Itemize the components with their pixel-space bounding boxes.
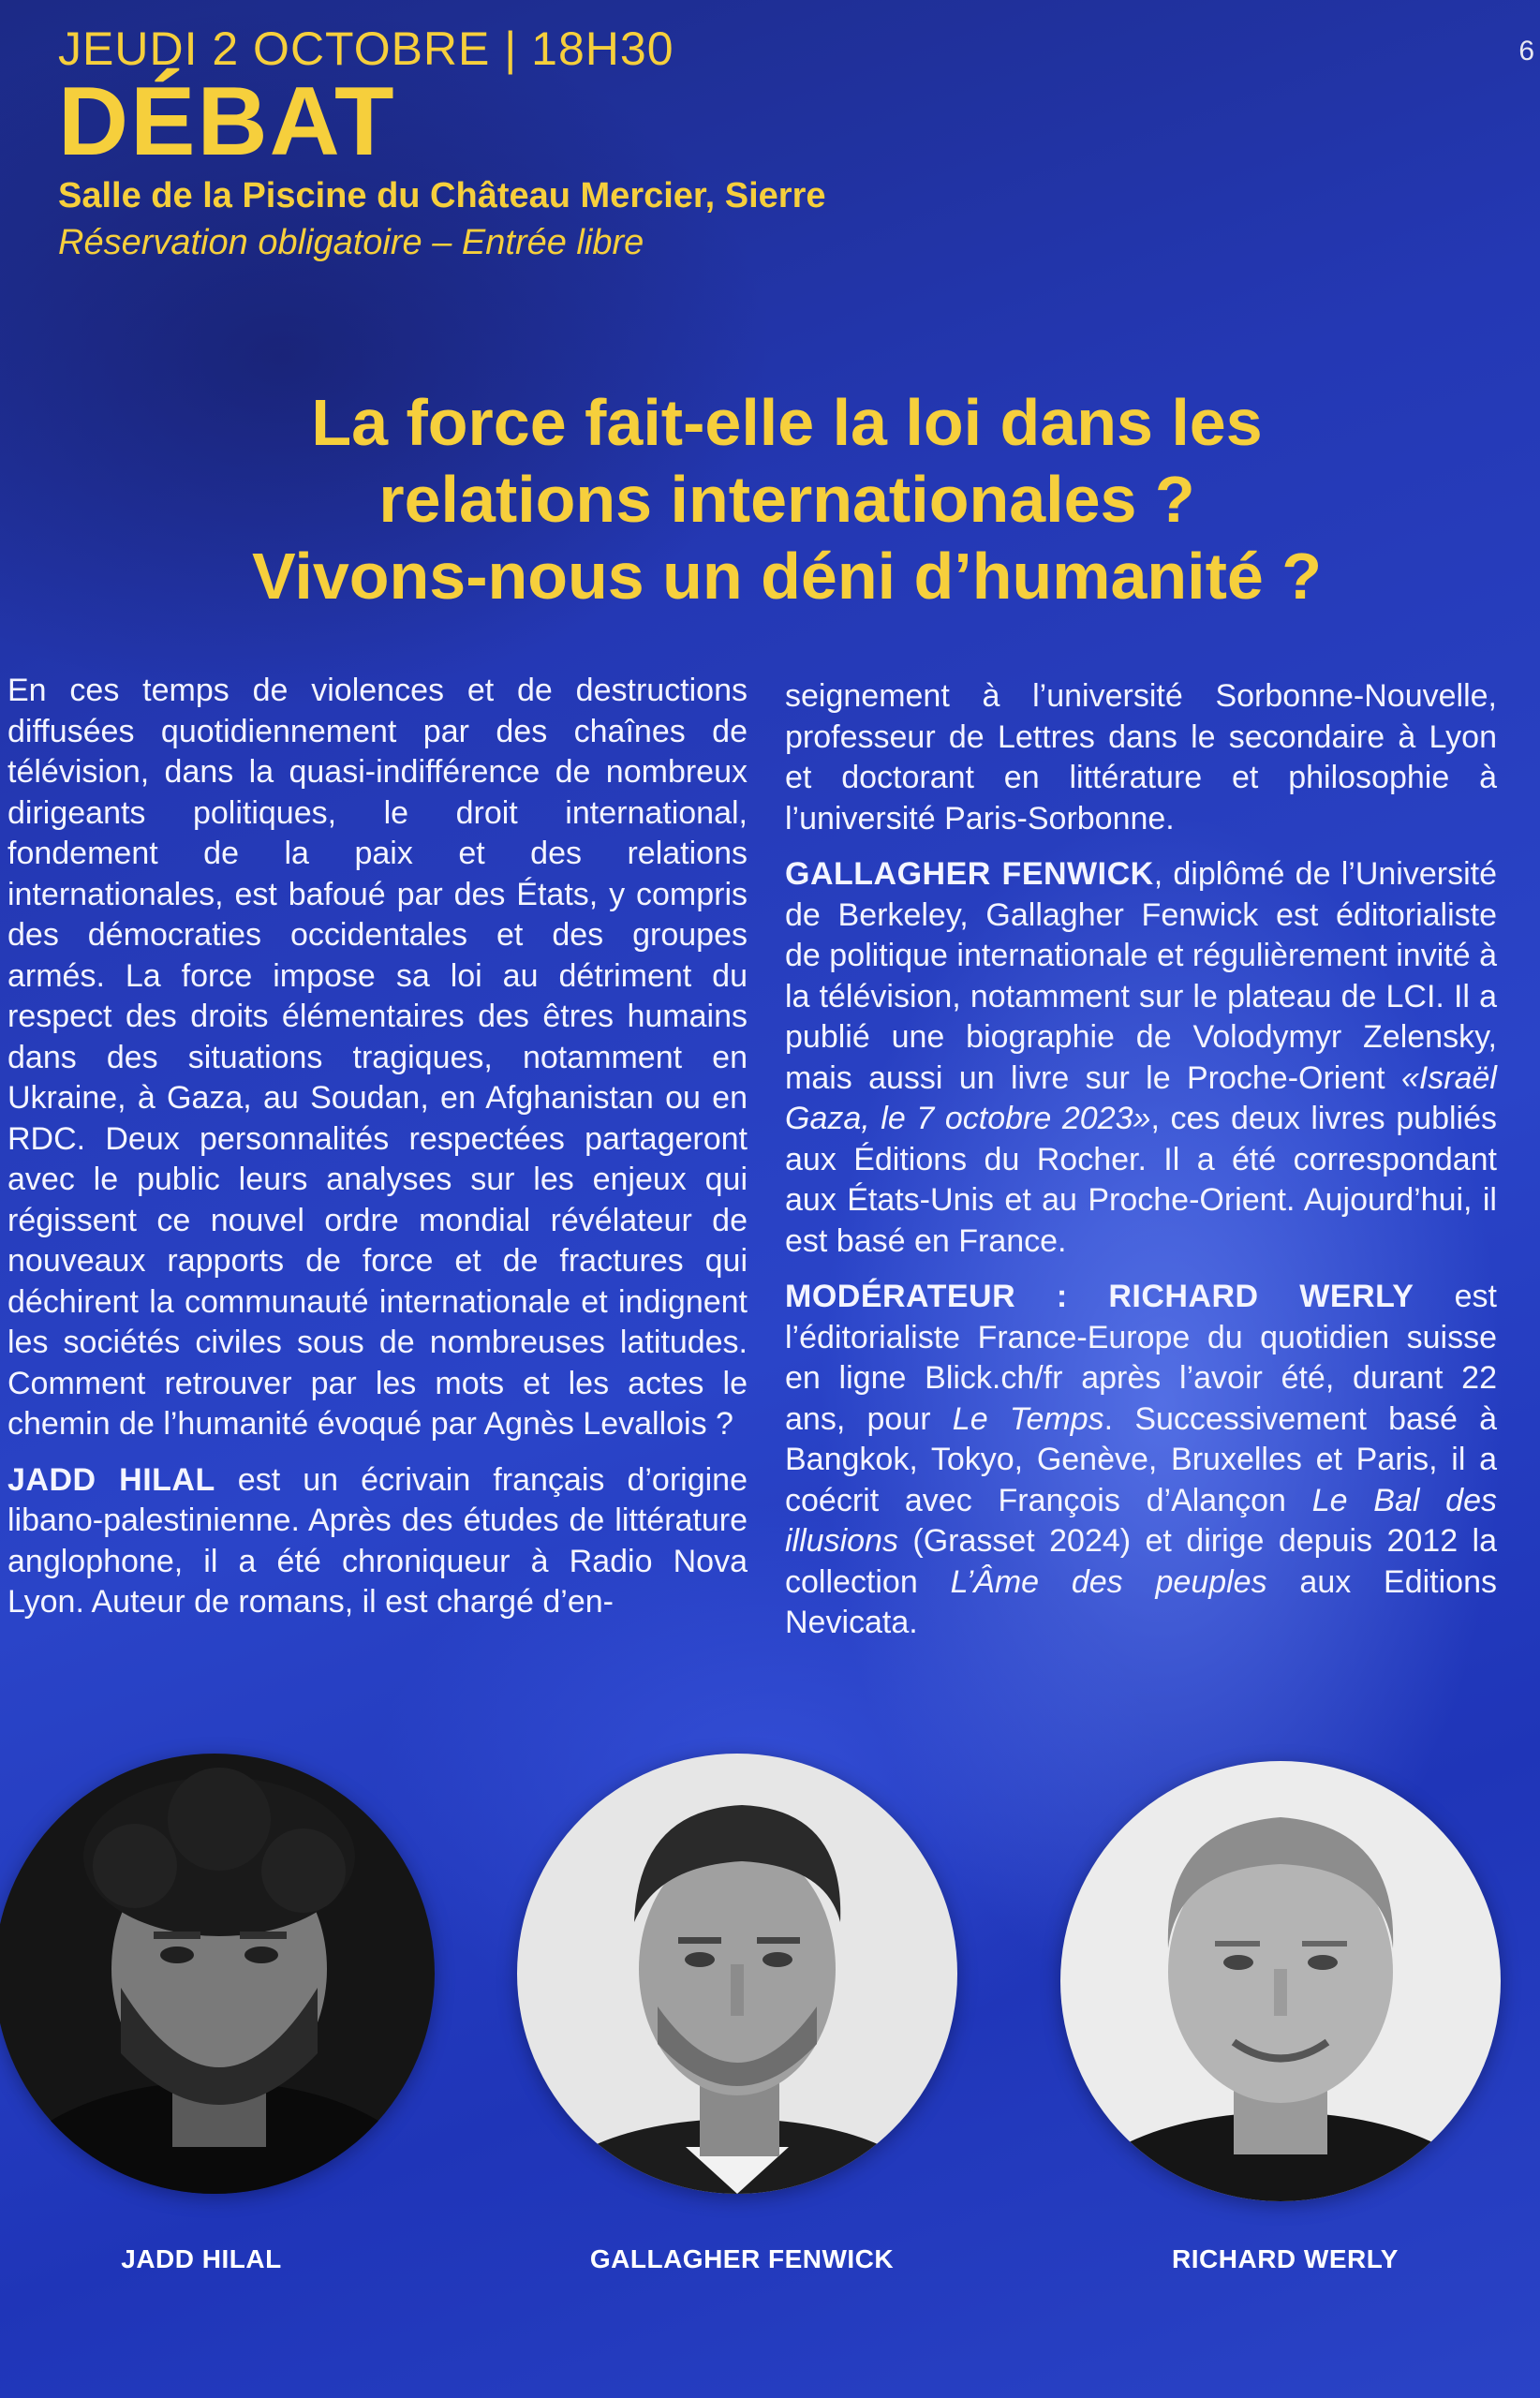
event-venue: Salle de la Piscine du Château Mercier, Sierre [58,176,826,215]
bio-name-jadd-hilal: JADD HILAL [7,1461,215,1498]
bio-text-fenwick-b: , ces deux livres publiés aux Éditions du Rocher. Il a été correspondant aux États-Unis et au Proche-Orient. Aujourd’hui, il est basé en France. [785,1101,1497,1259]
event-date-time: JEUDI 2 OCTOBRE | 18H30 [58,22,674,75]
bio-name-richard-werly: MODÉRATEUR : RICHARD WERLY [785,1279,1414,1314]
bio-jadd-hilal [7,1460,748,1623]
portrait-richard-werly [1060,1761,1501,2201]
portrait-caption-richard-werly: RICHARD WERLY [1172,2244,1399,2273]
event-header [58,22,826,266]
bio-text-werly-b: . Successivement basé à Bangkok, Tokyo, Genève, Bruxelles et Paris, il a coécrit avec François d’Alançon [785,1400,1497,1518]
event-reservation-note: Réservation obligatoire – Entrée libre [58,223,644,262]
bio-jadd-hilal-continued: seignement à l’université Sorbonne-Nouvelle, professeur de Lettres dans le secondaire à Lyon et doctorant en littérature et philosophie à l’université Paris-Sorbonne. [785,678,1497,836]
bio-text-werly-a: est l’éditorialiste France-Europe du quotidien suisse en ligne Blick.ch/fr après l’avoir été, durant 22 ans, pour [785,1279,1497,1437]
collection-ame-des-peuples: L’Âme des peuples [950,1563,1267,1600]
newspaper-le-temps: Le Temps [952,1400,1104,1437]
book-title-israel-gaza: «Israël Gaza, le 7 octobre 2023» [785,1059,1497,1136]
text-column-right [785,676,1497,1644]
portrait-jadd-hilal [0,1754,435,2194]
bio-text-jadd-hilal: est un écrivain français d’origine libano-palestinienne. Après des études de littérature anglophone, il a été chroniqueur à Radio Nova Lyon. Auteur de romans, il est chargé d’en- [7,1461,748,1620]
page-number: 6 [1518,36,1534,67]
headline-line-1: La force fait-elle la loi dans les [311,386,1263,459]
portrait-caption-jadd-hilal: JADD HILAL [121,2244,282,2273]
bio-gallagher-fenwick [785,854,1497,1262]
headline-line-2: relations internationales ? [378,463,1195,536]
event-type-title: DÉBAT [58,67,396,176]
book-title-bal-des-illusions: Le Bal des illusions [785,1482,1497,1559]
headline-line-3: Vivons-nous un déni d’humanité ? [251,540,1323,613]
bio-text-werly-c: (Grasset 2024) et dirige depuis 2012 la collection [785,1523,1497,1600]
bio-text-werly-d: aux Editions Nevicata. [785,1563,1498,1640]
intro-paragraph: En ces temps de violences et de destructions diffusées quotidiennement par des chaînes de télévision, dans la quasi-indifférence de nombreux dirigeants politiques, le droit international, fondement de la paix et des relations internationales, est bafoué par des États, y compris des démocraties occidentales et des groupes armés. La force impose sa loi au détriment du respect des droits élémentaires des êtres humains dans des situations tragiques, notamment en Ukraine, à Gaza, au Soudan, en Afghanistan ou en RDC. Deux personnalités respectées partageront avec le public leurs analyses sur les enjeux qui régissent ce nouvel ordre mondial révélateur de nouveaux rapports de force et de fractures qui déchirent la communauté internationale et indignent les sociétés civiles sous de nombreuses latitudes. Comment retrouver par les mots et les actes le chemin de l’humanité évoqué par Agnès Levallois ? [7,673,748,1442]
bio-name-gallagher-fenwick: GALLAGHER FENWICK [785,856,1154,892]
text-column-left [7,671,748,1623]
portrait-caption-gallagher-fenwick: GALLAGHER FENWICK [589,2244,895,2273]
debate-headline [122,384,1452,614]
portrait-gallagher-fenwick [517,1754,957,2194]
bio-richard-werly [785,1277,1497,1644]
bio-text-fenwick-a: , diplômé de l’Université de Berkeley, Gallagher Fenwick est éditorialiste de politique internationale et régulièrement invité à la télévision, notamment sur le plateau de LCI. Il a publié une biographie de Volodymyr Zelensky, mais aussi un livre sur le Proche-Orient [785,856,1497,1096]
